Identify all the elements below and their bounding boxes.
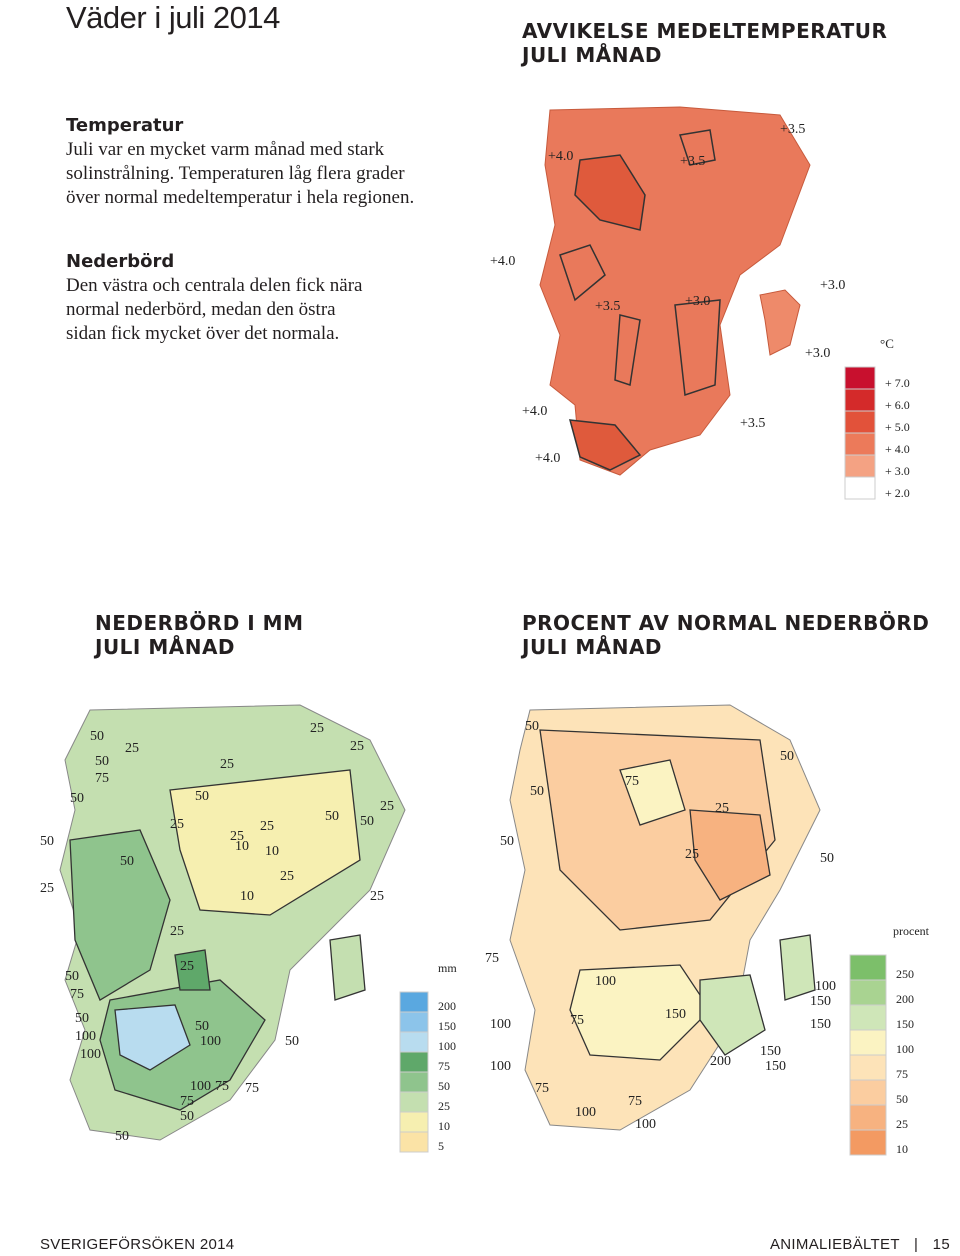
temp-map-label: +4.0 <box>535 451 561 466</box>
mm-map-label: 50 <box>325 809 339 824</box>
mm-map-label: 100 <box>190 1079 211 1094</box>
pct-legend-label: 250 <box>896 967 914 981</box>
pct-map-label: 75 <box>485 951 499 966</box>
temp-map-label: +3.5 <box>595 299 621 314</box>
temp-map-label: +3.0 <box>805 346 831 361</box>
mm-legend-swatch <box>400 992 428 1012</box>
pct-map-label: 50 <box>820 851 834 866</box>
mm-legend-swatch <box>400 1032 428 1052</box>
precipitation-percent-map <box>480 700 940 1160</box>
temp-legend-label: + 3.0 <box>885 464 910 478</box>
footer-separator: | <box>914 1236 919 1253</box>
mm-map-label: 50 <box>360 814 374 829</box>
mm-legend-label: 10 <box>438 1119 450 1133</box>
footer-page-number: 15 <box>932 1236 950 1253</box>
temp-map-label: +3.5 <box>780 122 806 137</box>
mm-legend-swatch <box>400 1132 428 1152</box>
pct-legend-swatch <box>850 955 886 980</box>
temp-map-heading-line2: JULI MÅNAD <box>522 43 663 67</box>
mm-legend-label: 75 <box>438 1059 450 1073</box>
pct-map-label: 150 <box>765 1059 786 1074</box>
temp-legend-swatch <box>845 389 875 411</box>
precip-percent-heading-line2: JULI MÅNAD <box>522 635 663 659</box>
mm-map-label: 50 <box>195 1019 209 1034</box>
temperature-line-2: solinstrålning. Temperaturen låg flera grader <box>66 163 405 184</box>
temp-map-label: +4.0 <box>522 404 548 419</box>
precip-mm-heading <box>95 611 303 659</box>
pct-legend-label: 75 <box>896 1067 908 1081</box>
temperature-line-1: Juli var en mycket varm månad med stark <box>66 139 385 160</box>
mm-map-label: 50 <box>285 1034 299 1049</box>
pct-legend-swatch <box>850 1105 886 1130</box>
pct-map-label: 50 <box>530 784 544 799</box>
pct-legend-label: 25 <box>896 1117 908 1131</box>
pct-map-label: 100 <box>490 1017 511 1032</box>
pct-legend-label: 200 <box>896 992 914 1006</box>
precipitation-heading: Nederbörd <box>66 251 175 272</box>
mm-map-label: 50 <box>75 1011 89 1026</box>
temp-map-label: +4.0 <box>490 254 516 269</box>
mm-map-label: 25 <box>280 869 294 884</box>
temperature-anomaly-map <box>480 105 940 535</box>
temperature-heading: Temperatur <box>66 115 184 136</box>
temp-legend-label: + 6.0 <box>885 398 910 412</box>
pct-map-label: 100 <box>595 974 616 989</box>
pct-map-label: 150 <box>760 1044 781 1059</box>
mm-legend-swatch <box>400 1112 428 1132</box>
mm-legend-label: 100 <box>438 1039 456 1053</box>
temperature-line-3: över normal medeltemperatur i hela regionen. <box>66 187 415 208</box>
mm-map-label: 50 <box>65 969 79 984</box>
temp-legend-swatch <box>845 477 875 499</box>
mm-map-label: 75 <box>215 1079 229 1094</box>
pct-map-label: 150 <box>810 994 831 1009</box>
temp-legend-label: + 2.0 <box>885 486 910 500</box>
mm-map-label: 25 <box>230 829 244 844</box>
mm-map-label: 25 <box>370 889 384 904</box>
pct-map-label: 200 <box>710 1054 731 1069</box>
mm-map-label: 25 <box>260 819 274 834</box>
pct-map-label: 150 <box>665 1007 686 1022</box>
precip-mm-heading-line2: JULI MÅNAD <box>95 635 236 659</box>
temp-map-heading-line1: AVVIKELSE MEDELTEMPERATUR <box>522 19 888 43</box>
temp-map-label: +3.5 <box>740 416 766 431</box>
pct-legend-label: 10 <box>896 1142 908 1156</box>
pct-map-label: 25 <box>715 801 729 816</box>
pct-map-island <box>780 935 815 1000</box>
mm-map-label: 50 <box>115 1129 129 1144</box>
temp-map-label: +4.0 <box>548 149 574 164</box>
temp-legend-swatch <box>845 411 875 433</box>
temp-legend-label: + 5.0 <box>885 420 910 434</box>
pct-map-label: 75 <box>625 774 639 789</box>
mm-legend-swatch <box>400 1092 428 1112</box>
pct-map-label: 75 <box>570 1013 584 1028</box>
mm-legend-label: 5 <box>438 1139 444 1153</box>
mm-map-label: 50 <box>40 834 54 849</box>
mm-map-label: 100 <box>75 1029 96 1044</box>
precip-percent-heading <box>522 611 929 659</box>
mm-map-label: 10 <box>235 839 249 854</box>
mm-map-label: 50 <box>90 729 104 744</box>
pct-legend-swatch <box>850 1080 886 1105</box>
mm-legend-label: 25 <box>438 1099 450 1113</box>
mm-map-label: 25 <box>125 741 139 756</box>
mm-map-label: 50 <box>95 754 109 769</box>
mm-map-label: 25 <box>350 739 364 754</box>
mm-map-label: 75 <box>180 1094 194 1109</box>
footer-right <box>770 1236 950 1253</box>
mm-legend-unit: mm <box>438 961 457 975</box>
precip-map-island <box>330 935 365 1000</box>
pct-map-label: 50 <box>780 749 794 764</box>
mm-map-label: 50 <box>180 1109 194 1124</box>
temp-legend-label: + 4.0 <box>885 442 910 456</box>
pct-map-label: 75 <box>535 1081 549 1096</box>
pct-map-label: 100 <box>815 979 836 994</box>
precipitation-line-1: Den västra och centrala delen fick nära <box>66 275 363 296</box>
pct-map-label: 100 <box>490 1059 511 1074</box>
mm-map-label: 25 <box>170 817 184 832</box>
pct-map-label: 50 <box>525 719 539 734</box>
mm-map-label: 75 <box>95 771 109 786</box>
pct-legend-swatch <box>850 1130 886 1155</box>
mm-map-label: 50 <box>120 854 134 869</box>
pct-legend-label: 50 <box>896 1092 908 1106</box>
precip-mm-heading-line1: NEDERBÖRD I MM <box>95 611 304 635</box>
footer-section-name: ANIMALIEBÄLTET <box>770 1236 900 1253</box>
mm-map-label: 25 <box>310 721 324 736</box>
temp-map-label: +3.5 <box>680 154 706 169</box>
mm-map-label: 10 <box>240 889 254 904</box>
footer-left: SVERIGEFÖRSÖKEN 2014 <box>40 1236 235 1253</box>
mm-legend-swatch <box>400 1072 428 1092</box>
precipitation-line-2: normal nederbörd, medan den östra <box>66 299 336 320</box>
mm-map-label: 50 <box>195 789 209 804</box>
mm-map-label: 25 <box>40 881 54 896</box>
mm-legend-label: 200 <box>438 999 456 1013</box>
mm-map-label: 25 <box>220 757 234 772</box>
mm-map-label: 25 <box>380 799 394 814</box>
pct-legend-swatch <box>850 980 886 1005</box>
temp-legend-swatch <box>845 367 875 389</box>
temp-map-label: +3.0 <box>685 294 711 309</box>
mm-map-label: 25 <box>180 959 194 974</box>
precipitation-line-3: sidan fick mycket över det normala. <box>66 323 340 344</box>
mm-legend-swatch <box>400 1012 428 1032</box>
temp-legend-label: + 7.0 <box>885 376 910 390</box>
temp-map-heading <box>522 19 887 67</box>
pct-map-label: 50 <box>500 834 514 849</box>
mm-legend-label: 150 <box>438 1019 456 1033</box>
mm-map-label: 50 <box>70 791 84 806</box>
pct-legend-swatch <box>850 1030 886 1055</box>
pct-map-label: 75 <box>628 1094 642 1109</box>
pct-legend-swatch <box>850 1055 886 1080</box>
page-title: Väder i juli 2014 <box>66 0 280 35</box>
pct-legend-label: 100 <box>896 1042 914 1056</box>
mm-map-label: 75 <box>70 987 84 1002</box>
temp-legend-unit: °C <box>880 336 894 351</box>
mm-map-label: 100 <box>200 1034 221 1049</box>
pct-map-label: 150 <box>810 1017 831 1032</box>
pct-map-label: 100 <box>635 1117 656 1132</box>
mm-legend-label: 50 <box>438 1079 450 1093</box>
temp-legend-swatch <box>845 455 875 477</box>
pct-map-label: 25 <box>685 847 699 862</box>
weather-text <box>66 114 466 346</box>
temp-map-label: +3.0 <box>820 278 846 293</box>
pct-legend-label: 150 <box>896 1017 914 1031</box>
mm-map-label: 25 <box>170 924 184 939</box>
pct-map-label: 100 <box>575 1105 596 1120</box>
pct-legend-swatch <box>850 1005 886 1030</box>
mm-map-label: 75 <box>245 1081 259 1096</box>
precipitation-mm-map <box>30 700 470 1160</box>
mm-legend-swatch <box>400 1052 428 1072</box>
temp-legend-swatch <box>845 433 875 455</box>
pct-legend-unit: procent <box>893 924 929 938</box>
mm-map-label: 100 <box>80 1047 101 1062</box>
mm-map-label: 10 <box>265 844 279 859</box>
precip-percent-heading-line1: PROCENT AV NORMAL NEDERBÖRD <box>522 611 930 635</box>
